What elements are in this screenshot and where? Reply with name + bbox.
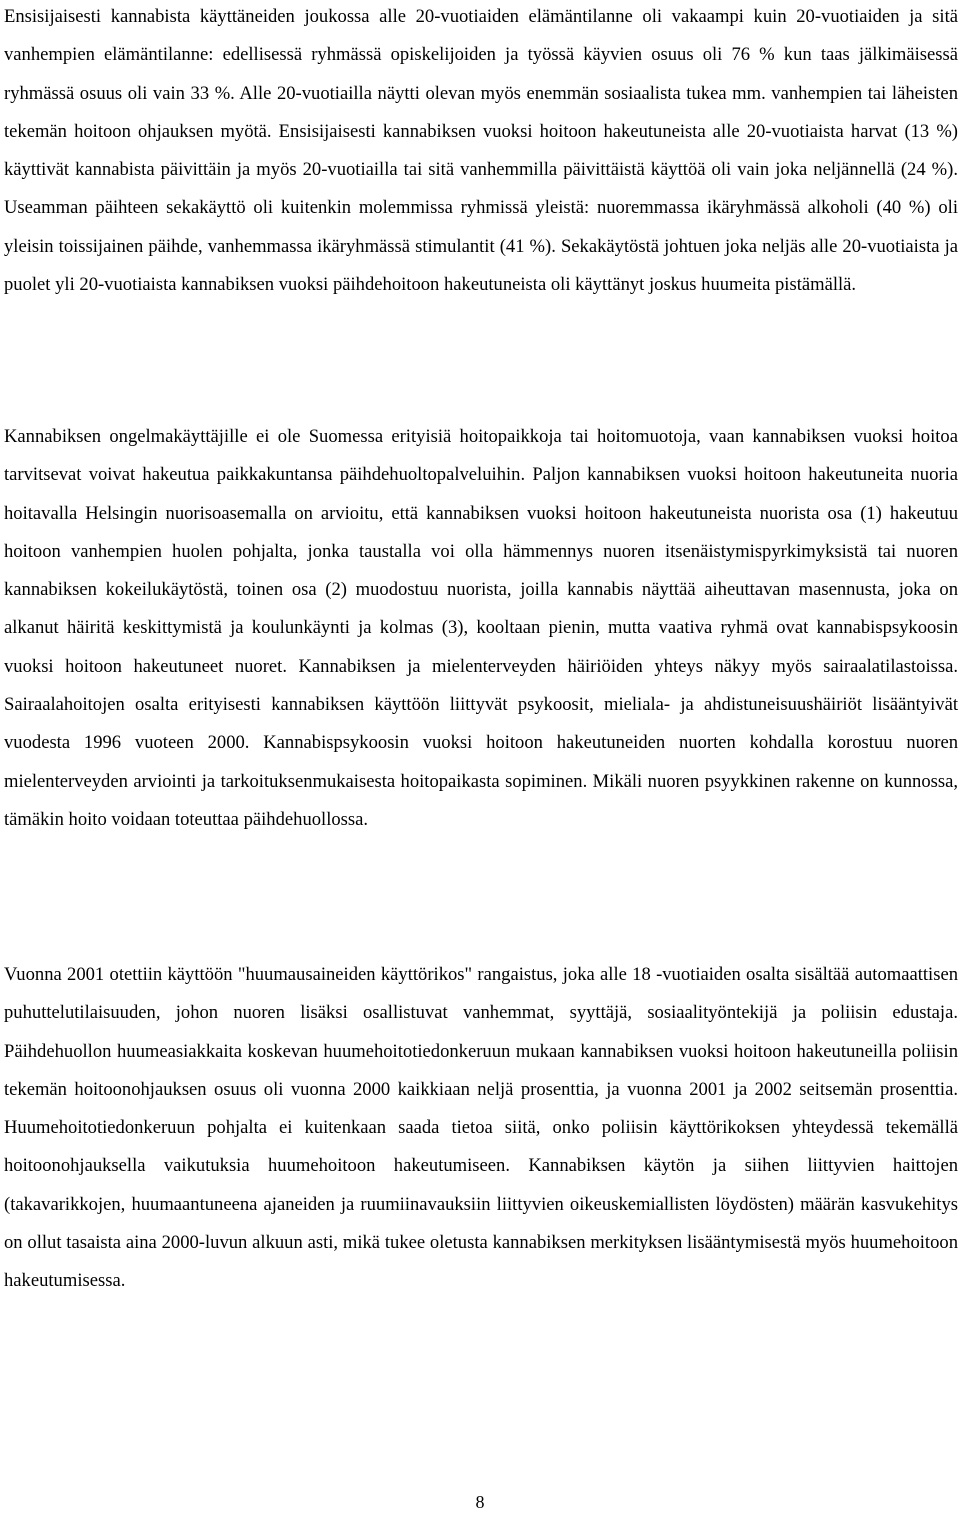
paragraph-1: Ensisijaisesti kannabista käyttäneiden joukossa alle 20-vuotiaiden elämäntilanne oli vakaampi kuin 20-vuotiaiden ja sitä vanhempien elämäntilanne: edellisessä ryhmässä opiskelijoiden ja työssä käyvien osuus oli 76 % kun taas jälkimäisessä ryhmässä osuus oli vain 33 %. Alle 20-vuotiailla näytti olevan myös enemmän sosiaalista tukea mm. vanhempien tai läheisten tekemän hoitoon ohjauksen myötä. Ensisijaisesti kannabiksen vuoksi hoitoon hakeutuneista alle 20-vuotiaista harvat (13 %) käyttivät kannabista päivittäin ja myös 20-vuotiailla tai sitä vanhemmilla päivittäistä käyttöä oli vain joka neljännellä (24 %). Useamman päihteen sekakäyttö oli kuitenkin molemmissa ryhmissä yleistä: nuoremmassa ikäryhmässä alkoholi (40 %) oli yleisin toissijainen päihde, vanhemmassa ikäryhmässä stimulantit (41 %). Sekakäytöstä johtuen joka neljäs alle 20-vuotiaista ja puolet yli 20-vuotiaista kannabiksen vuoksi päihdehoitoon hakeutuneista oli käyttänyt joskus huumeita pistämällä.	[4, 6, 958, 296]
paragraph-2: Kannabiksen ongelmakäyttäjille ei ole Suomessa erityisiä hoitopaikkoja tai hoitomuotoja, vaan kannabiksen vuoksi hoitoa tarvitsevat voivat hakeutua paikkakuntansa päihdehuoltopalveluihin. Paljon kannabiksen vuoksi hoitoon hakeutuneita nuoria hoitavalla Helsingin nuorisoasemalla on arvioitu, että kannabiksen vuoksi hoitoon hakeutuneista nuorista osa (1) hakeutuu hoitoon vanhempien huolen pohjalta, jonka taustalla voi olla hämmennys nuoren itsenäistymispyrkimyksistä tai nuoren kannabiksen kokeilukäytöstä, toinen osa (2) muodostuu nuorista, joilla kannabis näyttää aiheuttavan masennusta, joka on alkanut häiritä keskittymistä ja koulunkäynti ja kolmas (3), kooltaan pienin, mutta vaativa ryhmä ovat kannabispsykoosin vuoksi hoitoon hakeutuneet nuoret. Kannabiksen ja mielenterveyden häiriöiden yhteys näkyy myös sairaalatilastoissa. Sairaalahoitojen osalta erityisesti kannabiksen käyttöön liittyvät psykoosit, mieliala- ja ahdistuneisuushäiriöt lisääntyivät vuodesta 1996 vuoteen 2000. Kannabispsykoosin vuoksi hoitoon hakeutuneiden nuorten kohdalla korostuu nuoren mielenterveyden arviointi ja tarkoituksenmukaisesta hoitopaikasta sopiminen. Mikäli nuoren psyykkinen rakenne on kunnossa, tämäkin hoito voidaan toteuttaa päihdehuollossa.	[4, 426, 958, 830]
paragraph-3: Vuonna 2001 otettiin käyttöön "huumausaineiden käyttörikos" rangaistus, joka alle 18 -vuotiaiden osalta sisältää automaattisen puhuttelutilaisuuden, johon nuoren lisäksi osallistuvat vanhemmat, syyttäjä, sosiaalityöntekijä ja poliisin edustaja. Päihdehuollon huumeasiakkaita koskevan huumehoitotiedonkeruun mukaan kannabiksen vuoksi hoitoon hakeutuneilla poliisin tekemän hoitoonohjauksen osuus oli vuonna 2000 kaikkiaan neljä prosenttia, ja vuonna 2001 ja 2002 seitsemän prosenttia. Huumehoitotiedonkeruun pohjalta ei kuitenkaan saada tietoa siitä, onko poliisin käyttörikoksen yhteydessä tekemällä hoitoonohjauksella vaikutuksia huumehoitoon hakeutumiseen. Kannabiksen käytön ja siihen liittyvien haittojen (takavarikkojen, huumaantuneena ajaneiden ja ruumiinavauksiin liittyvien oikeuskemiallisten löydösten) määrän kasvukehitys on ollut tasaista aina 2000-luvun alkuun asti, mikä tukee oletusta kannabiksen merkityksen lisääntymisestä myös huumehoitoon hakeutumisessa.	[4, 964, 958, 1292]
page-number: 8	[475, 1492, 485, 1512]
